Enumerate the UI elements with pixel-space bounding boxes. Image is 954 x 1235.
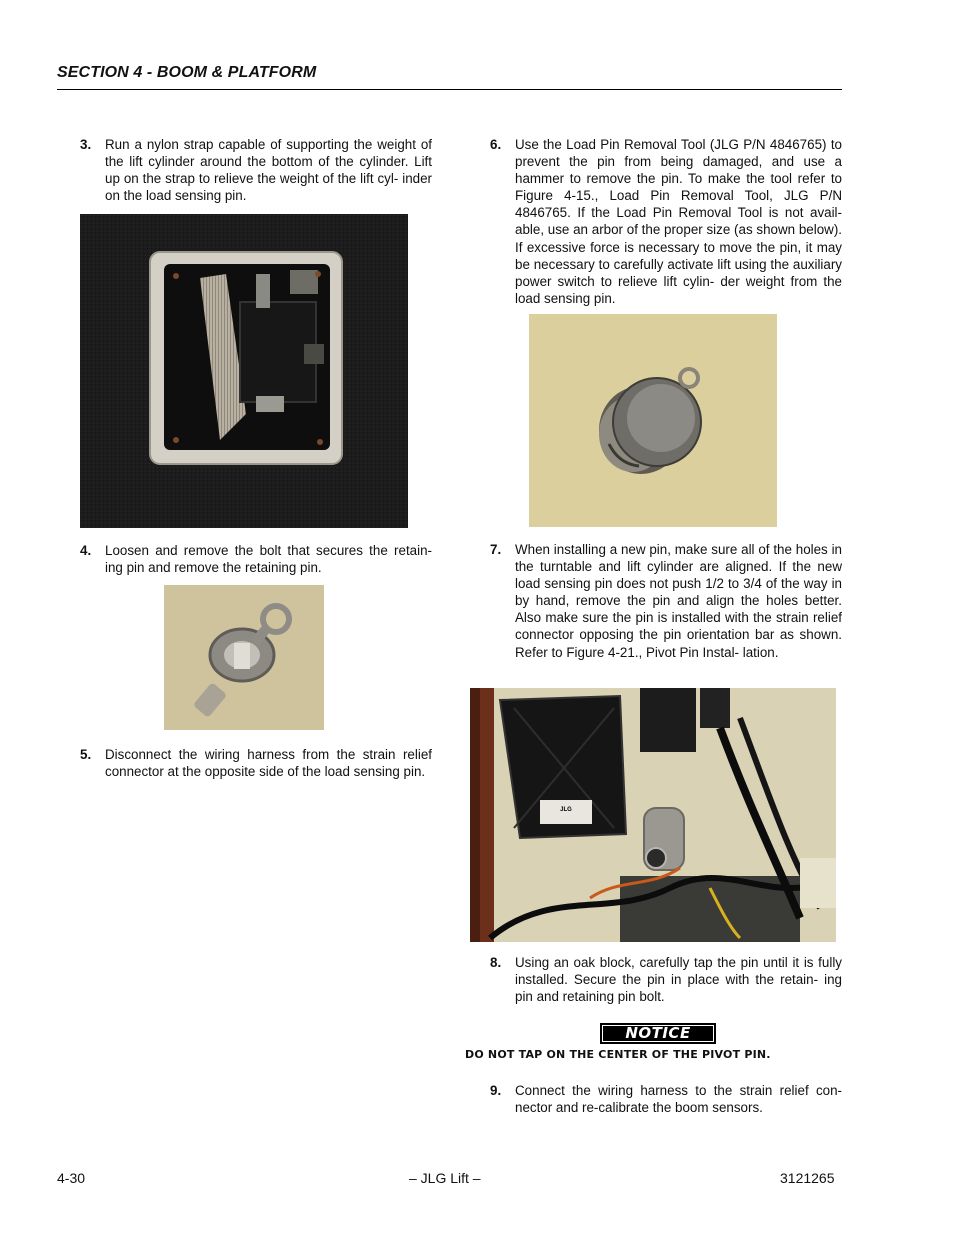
step-text: Use the Load Pin Removal Tool (JLG P/N 4846765) to prevent the pin from being damaged, and use a hammer to remove the pin. To make the tool refer to Figure 4-15., Load Pin Removal Tool, JLG P/N 4846765. If the Load Pin Removal Tool is not avail- able, use an arbor of the proper size (as shown below). If excessive force is necessary to move the pin, it may be necessary to carefully activate lift using the auxiliary power switch to relieve lift cylin- der weight from the load sensing pin.: [515, 137, 842, 306]
step-4: [80, 542, 432, 578]
photo-access-opening: [80, 214, 408, 528]
photo-load-pin-arbor: [529, 314, 777, 527]
step-7: [490, 541, 842, 679]
step-5: [80, 746, 432, 798]
doc-number: 3121265: [780, 1170, 835, 1186]
step-number: 7.: [490, 542, 502, 557]
step-9: [490, 1082, 842, 1118]
step-3: [80, 136, 432, 206]
step-text: Run a nylon strap capable of supporting the weight of the lift cylinder around the bottom of the cylinder. Lift up on the strap to relieve the weight of the lift cyl- inder on the load sensing pin.: [105, 137, 432, 204]
step-text: Disconnect the wiring harness from the strain relief connector at the opposite side of the load sensing pin.: [105, 747, 432, 780]
step-number: 8.: [490, 955, 502, 970]
step-number: 6.: [490, 137, 502, 152]
step-text: Using an oak block, carefully tap the pin until it is fully installed. Secure the pin in place with the retain- ing pin and retaining pin bolt.: [515, 955, 842, 1005]
step-8: [490, 954, 842, 1006]
step-6: [490, 136, 842, 308]
step-number: 4.: [80, 543, 92, 558]
footer-center: – JLG Lift –: [409, 1170, 481, 1186]
section-title: SECTION 4 - BOOM & PLATFORM: [57, 64, 317, 81]
step-number: 9.: [490, 1083, 502, 1098]
step-number: 3.: [80, 137, 92, 152]
step-text: Loosen and remove the bolt that secures the retain- ing pin and remove the retaining pin.: [105, 543, 432, 576]
notice-text: DO NOT TAP ON THE CENTER OF THE PIVOT PIN.: [465, 1048, 771, 1061]
box-label-jlg: JLG: [560, 807, 572, 813]
step-number: 5.: [80, 747, 92, 762]
notice-badge: NOTICE: [600, 1023, 716, 1044]
header-divider: [57, 89, 842, 90]
step-text: When installing a new pin, make sure all of the holes in the turntable and lift cylinder are aligned. If the new load sensing pin does not push 1/2 to 3/4 of the way in by hand, remove the pin and align the holes better. Also make sure the pin is installed with the strain relief connector opposing the pin orientation bar as shown. Refer to Figure 4-21., Pivot Pin Instal- lation.: [515, 542, 842, 660]
page-number: 4-30: [57, 1170, 86, 1186]
photo-retaining-pin: [164, 585, 324, 730]
photo-installed-pin: [470, 688, 836, 942]
step-text: Connect the wiring harness to the strain relief con- nector and re-calibrate the boom sensors.: [515, 1083, 842, 1116]
